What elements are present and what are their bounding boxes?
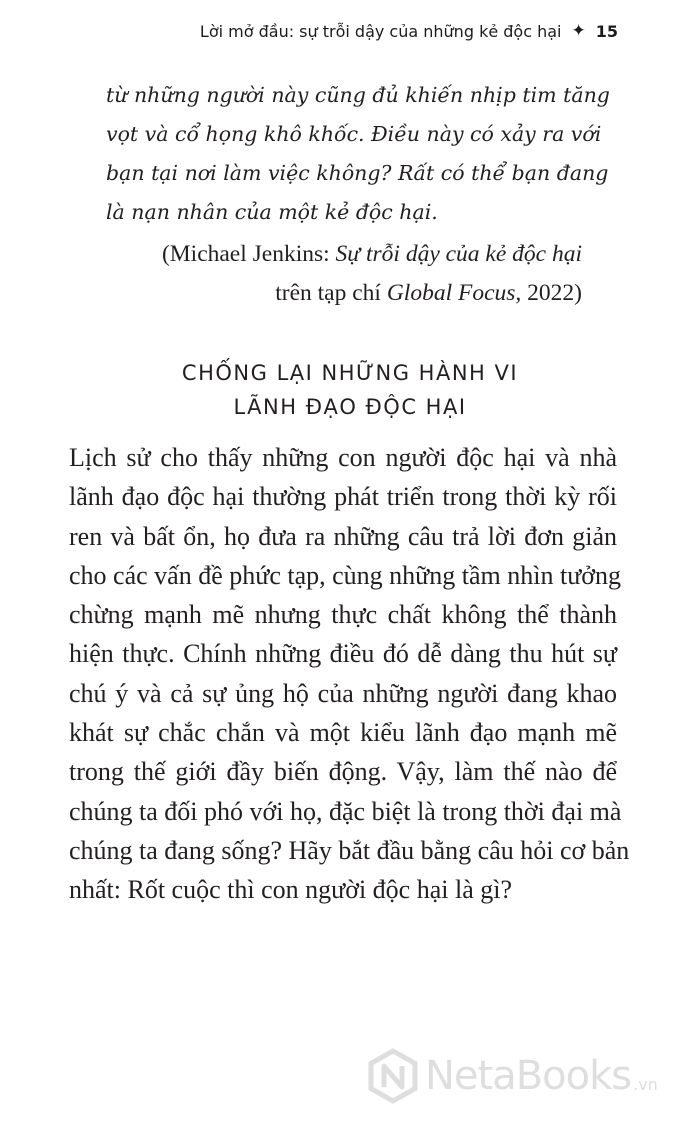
body-line: chừng mạnh mẽ nhưng thực chất không thể thành (69, 600, 617, 630)
running-head-title: Lời mở đầu: sự trỗi dậy của những kẻ độc hại (199, 21, 562, 41)
epigraph-quote (106, 76, 610, 232)
watermark-text: NetaBooks (425, 1053, 632, 1099)
quote-line: từ những người này cũng đủ khiến nhịp tim tăng (106, 83, 610, 107)
body-line: chúng ta đối phó với họ, đặc biệt là trong thời đại mà (69, 796, 622, 826)
body-line: Lịch sử cho thấy những con người độc hại và nhà (69, 443, 617, 472)
watermark-suffix: .vn (633, 1075, 658, 1094)
heading-line: LÃNH ĐẠO ĐỘC HẠI (233, 395, 467, 419)
citation-author: (Michael Jenkins: (161, 241, 336, 267)
citation-prefix: trên tạp chí (275, 280, 387, 306)
body-line: trong thế giới đầy biến động. Vậy, làm thế nào để (69, 757, 617, 787)
section-heading (0, 356, 700, 424)
quote-line: vọt và cổ họng khô khốc. Điều này có xảy ra với (106, 122, 602, 146)
body-line: cho các vấn đề phức tạp, cùng những tầm nhìn tưởng (69, 560, 622, 590)
citation-magazine: Global Focus, (386, 280, 522, 306)
quote-citation (162, 235, 582, 313)
citation-article-title: Sự trỗi dậy của kẻ độc hại (335, 241, 582, 267)
citation-year: 2022) (521, 280, 582, 306)
netabooks-logo-icon (365, 1048, 421, 1104)
body-paragraph (69, 438, 630, 910)
watermark (365, 1046, 685, 1106)
citation-line-2 (162, 274, 582, 313)
star-separator-icon: ✦ (571, 21, 586, 41)
quote-line: bạn tại nơi làm việc không? Rất có thể bạn đang (106, 161, 609, 185)
body-line: lãnh đạo độc hại thường phát triển trong thời kỳ rối (69, 482, 617, 512)
running-head (200, 21, 618, 41)
heading-line: CHỐNG LẠI NHỮNG HÀNH VI (181, 361, 519, 385)
body-line: ren và bất ổn, họ đưa ra những câu trả lời đơn giản (69, 521, 617, 551)
body-line: hiện thực. Chính những điều đó dễ dàng thu hút sự (69, 639, 617, 669)
citation-line-1 (162, 235, 582, 274)
body-line: chú ý và cả sự ủng hộ của những người đang khao (69, 678, 617, 708)
quote-line: là nạn nhân của một kẻ độc hại. (106, 200, 438, 224)
page-number: 15 (595, 21, 618, 41)
body-line: khát sự chắc chắn và một kiểu lãnh đạo mạnh mẽ (69, 718, 617, 748)
body-line: nhất: Rốt cuộc thì con người độc hại là gì? (69, 875, 513, 905)
body-line: chúng ta đang sống? Hãy bắt đầu bằng câu hỏi cơ bản (69, 835, 630, 865)
